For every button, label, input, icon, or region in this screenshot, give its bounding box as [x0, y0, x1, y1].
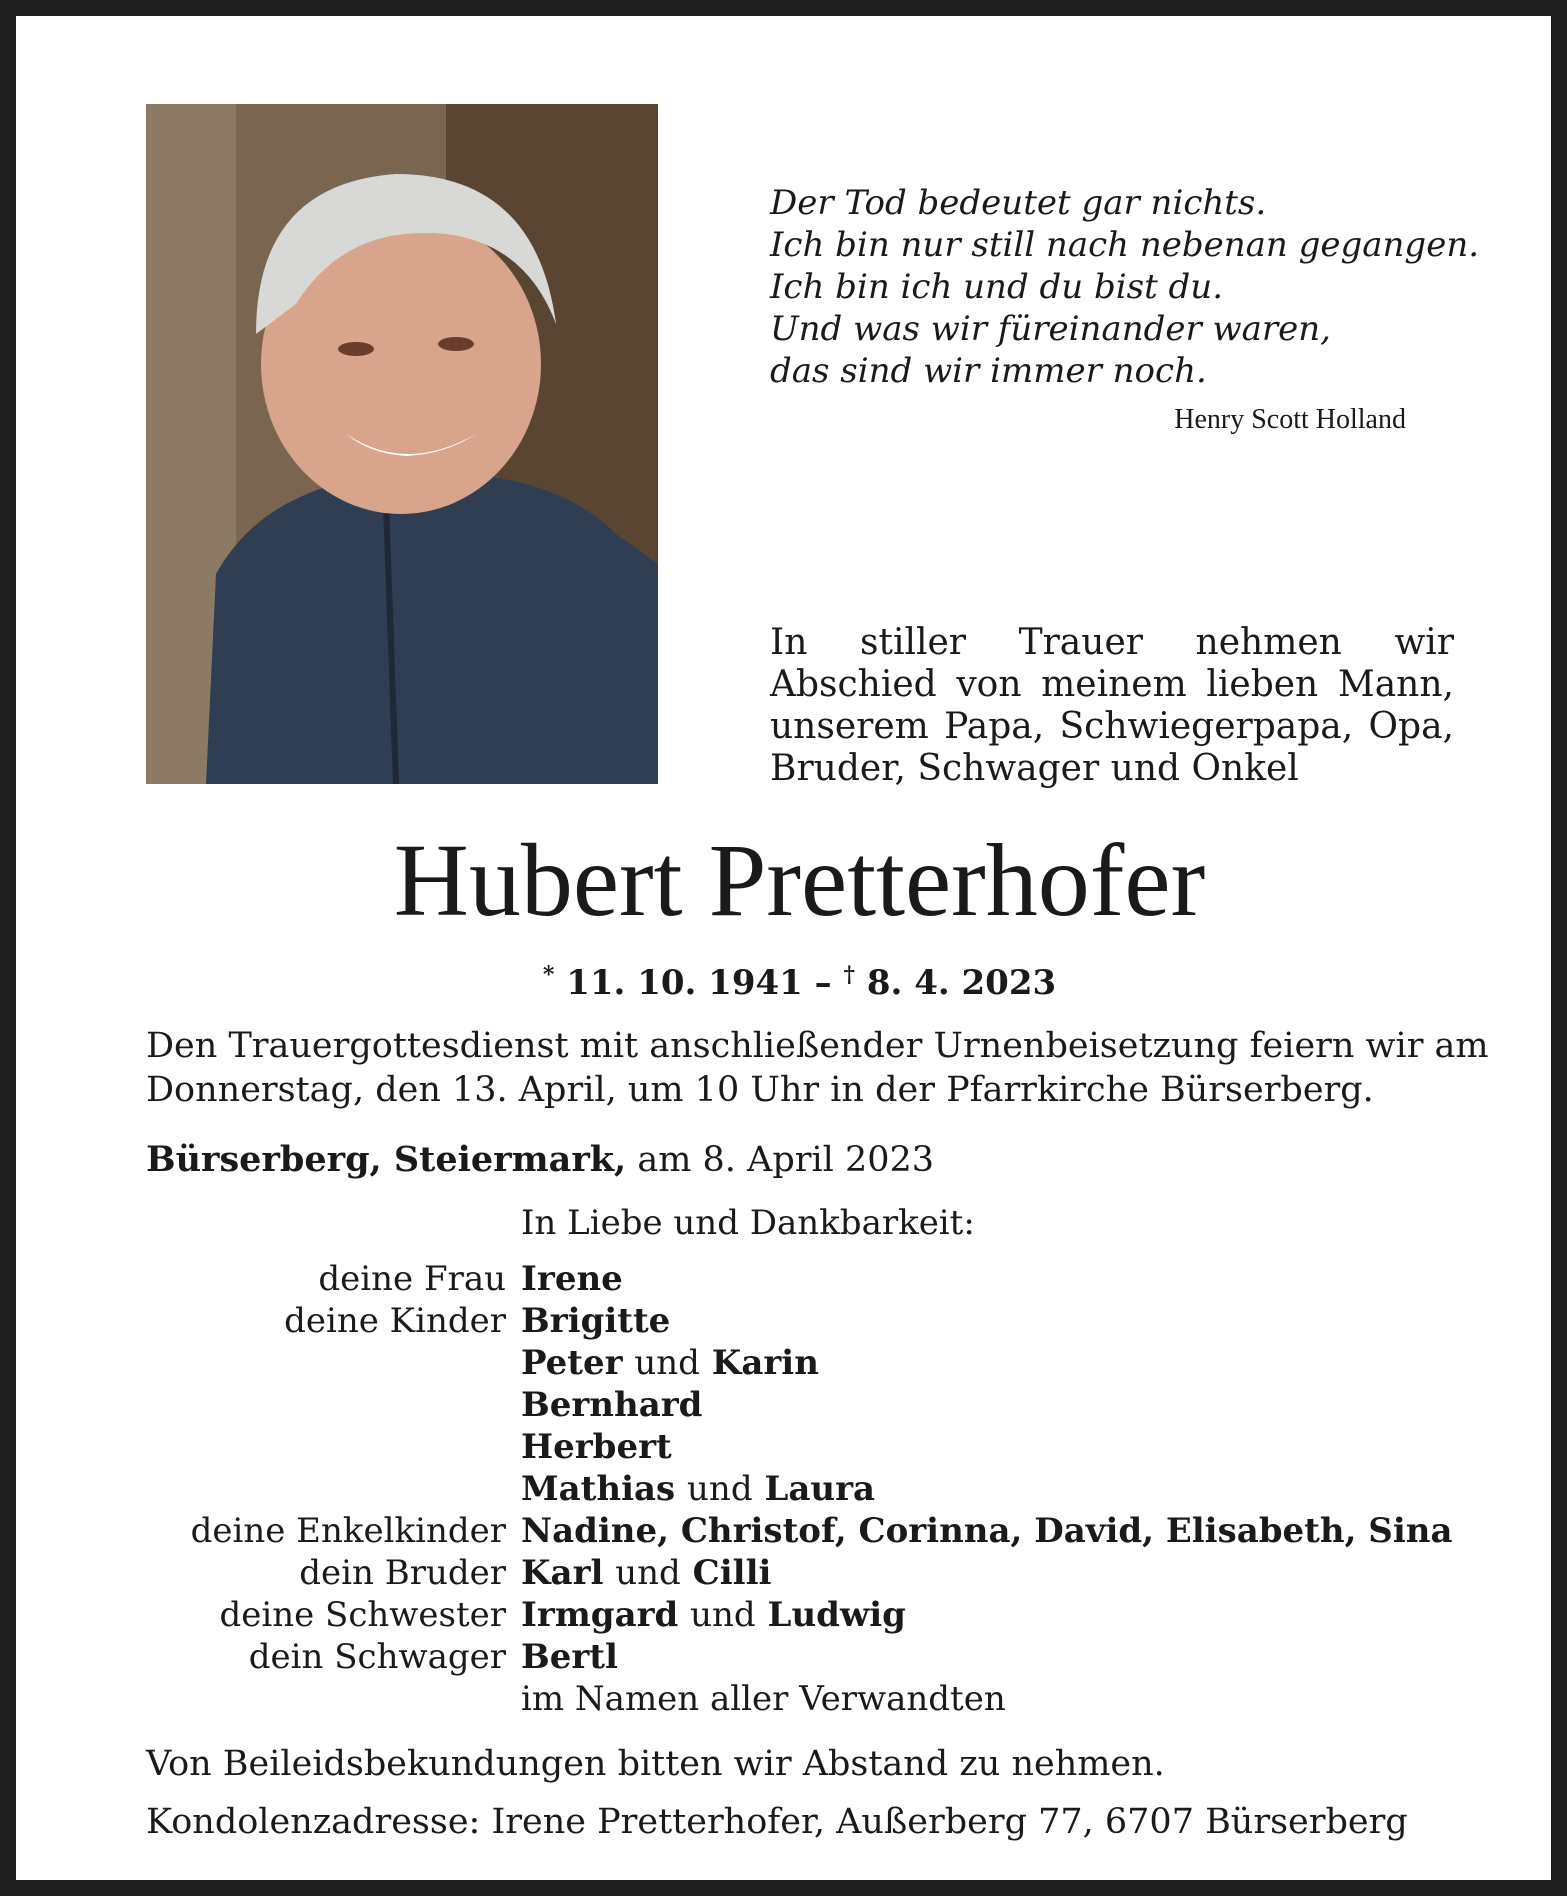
family-row — [146, 1300, 1466, 1342]
relation-label: dein Bruder — [299, 1553, 506, 1593]
relative-names — [521, 1510, 1453, 1552]
relative-name: Herbert — [521, 1427, 672, 1467]
place-location: Bürserberg, Steiermark, — [146, 1139, 627, 1180]
death-date: 8. 4. 2023 — [866, 963, 1057, 1003]
date-separator: – — [814, 963, 832, 1003]
name-joiner: und — [687, 1469, 753, 1509]
relation-label: deine Enkelkinder — [190, 1511, 506, 1551]
service-line: Donnerstag, den 13. April, um 10 Uhr in der Pfarrkirche Bürserberg. — [146, 1070, 1374, 1110]
name-joiner: und — [690, 1595, 756, 1635]
relative-name: Bernhard — [521, 1385, 703, 1425]
name-joiner: und — [634, 1343, 700, 1383]
memorial-quote — [770, 182, 1480, 392]
condolence-address: Kondolenzadresse: Irene Pretterhofer, Außerberg 77, 6707 Bürserberg — [146, 1802, 1408, 1842]
relative-name: Karin — [711, 1343, 819, 1383]
relative-names — [521, 1594, 906, 1636]
relative-name: Bertl — [521, 1637, 618, 1677]
life-dates — [16, 954, 1567, 1004]
quote-author: Henry Scott Holland — [1174, 404, 1406, 435]
family-closing-row — [146, 1678, 1466, 1720]
relative-name: Ludwig — [767, 1595, 906, 1635]
relative-names — [521, 1300, 670, 1342]
relative-names — [521, 1636, 618, 1678]
service-announcement — [146, 1024, 1489, 1112]
relative-name: Irene — [521, 1259, 623, 1299]
relative-name: Irmgard — [521, 1595, 679, 1635]
quote-line: Ich bin ich und du bist du. — [770, 267, 1224, 307]
relative-name: Nadine, Christof, Corinna, David, Elisabeth, Sina — [521, 1511, 1453, 1551]
relative-names — [521, 1468, 875, 1510]
relation-label: deine Kinder — [284, 1301, 506, 1341]
relation-label: dein Schwager — [248, 1637, 506, 1677]
quote-line: Ich bin nur still nach nebenan gegangen. — [770, 225, 1480, 265]
family-row — [146, 1468, 1466, 1510]
relative-names — [521, 1426, 672, 1468]
relative-name: Brigitte — [521, 1301, 671, 1341]
family-row — [146, 1510, 1466, 1552]
name-joiner: und — [615, 1553, 681, 1593]
family-row — [146, 1426, 1466, 1468]
quote-line: Und was wir füreinander waren, — [770, 309, 1331, 349]
death-symbol: † — [843, 962, 856, 988]
relative-name: Laura — [764, 1469, 876, 1509]
deceased-name: Hubert Pretterhofer — [393, 823, 1206, 938]
service-line: Den Trauergottesdienst mit anschließender Urnenbeisetzung feiern wir am — [146, 1026, 1489, 1066]
relative-name: Karl — [521, 1553, 604, 1593]
relation-label: deine Frau — [318, 1259, 506, 1299]
birth-date: 11. 10. 1941 — [566, 963, 803, 1003]
place-and-date — [146, 1138, 1456, 1182]
quote-line: Der Tod bedeutet gar nichts. — [770, 183, 1267, 223]
family-row — [146, 1636, 1466, 1678]
relative-names — [521, 1342, 819, 1384]
quote-line: das sind wir immer noch. — [770, 351, 1207, 391]
family-row — [146, 1342, 1466, 1384]
family-row — [146, 1552, 1466, 1594]
portrait-illustration — [146, 104, 658, 784]
relative-name: Mathias — [521, 1469, 676, 1509]
relative-name: Cilli — [692, 1553, 772, 1593]
relative-names — [521, 1552, 771, 1594]
birth-symbol: * — [542, 962, 555, 988]
family-closing: im Namen aller Verwandten — [521, 1679, 1006, 1719]
family-row — [146, 1384, 1466, 1426]
family-row — [146, 1258, 1466, 1300]
condolence-note: Von Beileidsbekundungen bitten wir Abstand zu nehmen. — [146, 1744, 1165, 1784]
intro-text: In stiller Trauer nehmen wir Abschied von meinem lieben Mann, unserem Papa, Schwiegerpapa, Opa, Bruder, Schwager und Onkel — [770, 622, 1454, 789]
relative-names — [521, 1384, 702, 1426]
family-row — [146, 1594, 1466, 1636]
relative-names — [521, 1258, 623, 1300]
place-date: am 8. April 2023 — [637, 1140, 935, 1180]
portrait-photo — [146, 104, 658, 784]
relative-name: Peter — [521, 1343, 623, 1383]
family-heading: In Liebe und Dankbarkeit: — [521, 1203, 975, 1243]
relation-label: deine Schwester — [219, 1595, 506, 1635]
